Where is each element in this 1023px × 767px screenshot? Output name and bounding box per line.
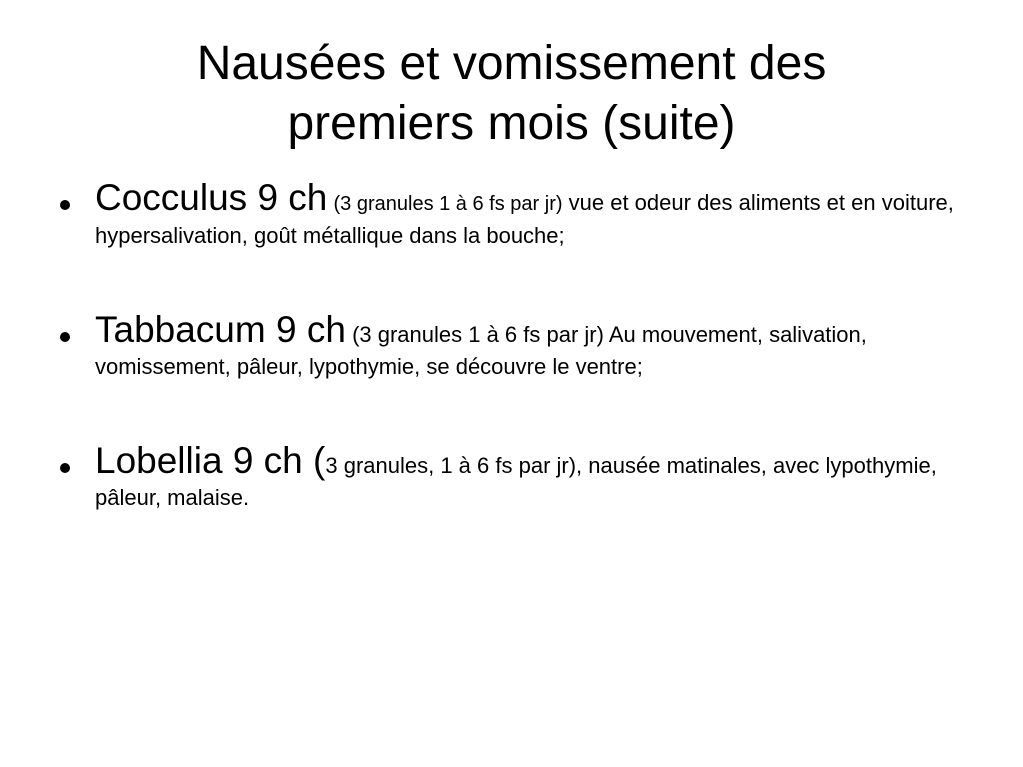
remedy-name: Tabbacum 9 ch [95, 309, 346, 350]
bullet-list [60, 177, 970, 576]
remedy-description: nausée matinales, avec lypothymie, pâleur, malaise. [95, 453, 937, 510]
slide-title-line-1: Nausées et vomissement des [196, 37, 827, 90]
remedy-description: vue et odeur des aliments et en voiture, hypersalivation, goût métallique dans la bouche; [95, 190, 954, 248]
bullet-dot-icon [60, 200, 70, 210]
bullet-dot-icon [60, 332, 70, 342]
bullet-text [95, 309, 970, 383]
remedy-description: Au mouvement, salivation, vomissement, pâleur, lypothymie, se découvre le ventre; [95, 322, 867, 379]
remedy-dosage: (3 granules 1 à 6 fs par jr) [333, 193, 563, 215]
remedy-dosage: (3 granules 1 à 6 fs par jr) [352, 322, 604, 347]
remedy-name: Lobellia 9 ch ( [95, 440, 326, 481]
bullet-item-cocculus [60, 177, 970, 252]
bullet-text [95, 440, 970, 514]
bullet-item-tabbacum [60, 309, 970, 383]
bullet-dot-icon [60, 463, 70, 473]
slide-title-line-2: premiers mois (suite) [287, 97, 736, 150]
remedy-name: Cocculus 9 ch [95, 177, 328, 218]
bullet-item-lobellia [60, 440, 970, 514]
bullet-text [95, 177, 970, 252]
remedy-dosage: 3 granules, 1 à 6 fs par jr), [325, 453, 583, 478]
slide-title [60, 34, 963, 154]
